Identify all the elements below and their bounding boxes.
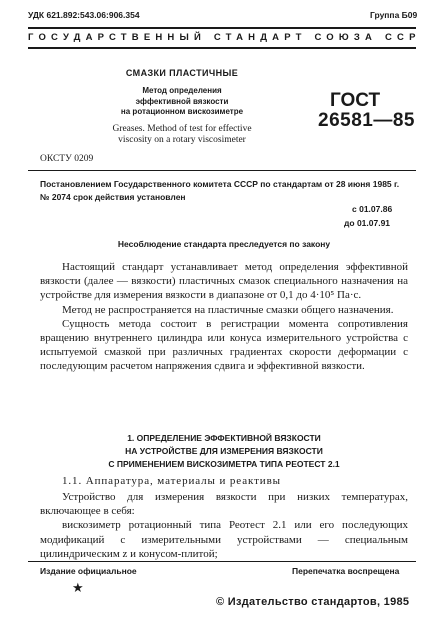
reprint-prohibited: Перепечатка воспрещена	[292, 566, 400, 576]
english-title-2: viscosity on a rotary viscosimeter	[118, 134, 246, 145]
gost-label: ГОСТ	[330, 90, 381, 111]
section-heading-line-2: НА УСТРОЙСТВЕ ДЛЯ ИЗМЕРЕНИЯ ВЯЗКОСТИ	[125, 446, 323, 456]
title-block	[72, 68, 292, 146]
okstu-code: ОКСТУ 0209	[40, 154, 94, 164]
paragraph: вискозиметр ротационный типа Реотест 2.1 или его последующих модификаций с измерительными устройствами — специальным цилиндрическим z и конусом-плитой;	[40, 519, 408, 560]
official-edition: Издание официальное	[40, 566, 137, 576]
okstu-rule	[28, 170, 416, 171]
section-heading-line-1: 1. ОПРЕДЕЛЕНИЕ ЭФФЕКТИВНОЙ ВЯЗКОСТИ	[127, 433, 321, 443]
body-text-2	[40, 490, 408, 561]
star-icon: ★	[72, 580, 84, 595]
paragraph: Метод не распространяется на пластичные смазки общего назначения.	[62, 303, 394, 316]
date-to: до 01.07.91	[344, 218, 391, 228]
body-text	[40, 260, 408, 374]
state-standard-banner: ГОСУДАРСТВЕННЫЙ СТАНДАРТ СОЮЗА ССР	[28, 32, 421, 43]
gost-number: 26581—85	[318, 110, 415, 131]
section-heading	[40, 432, 408, 471]
paragraph: Настоящий стандарт устанавливает метод определения эффективной вязкости (далее — вязкости) пластичных смазок специального назначения на устройстве для измерения вязкости в диапазоне от 0,1 до 4·10⁵ Па·с.	[40, 261, 408, 302]
doc-subtitle-2: эффективной вязкости	[135, 96, 229, 106]
paragraph: Сущность метода состоит в регистрации момента сопротивления вращению внутреннего цилиндра или конуса измерительного устройства с испытуемой смазкой при различных градиентах скорости деформации с последующим расчетом напряжения сдвига и эффективной вязкости.	[40, 317, 408, 373]
subsection-heading: 1.1. Аппаратура, материалы и реактивы	[62, 475, 281, 487]
date-from: с 01.07.86	[352, 204, 393, 214]
footer-rule	[28, 561, 416, 562]
legal-warning: Несоблюдение стандарта преследуется по закону	[117, 239, 331, 249]
doc-title: СМАЗКИ ПЛАСТИЧНЫЕ	[125, 68, 239, 78]
copyright: © Издательство стандартов, 1985	[216, 596, 410, 608]
decree-text: Постановлением Государственного комитета СССР по стандартам от 28 июня 1985 г. № 2074 срок действия установлен	[40, 179, 400, 202]
top-rule	[28, 27, 416, 29]
english-title-1: Greases. Method of test for effective	[112, 123, 252, 134]
udk-code: УДК 621.892:543.06:906.354	[28, 10, 140, 20]
doc-subtitle-1: Метод определения	[142, 86, 222, 95]
doc-subtitle-3: на ротационном вискозиметре	[120, 107, 244, 116]
banner-rule	[28, 47, 416, 49]
group-code: Группа Б09	[370, 10, 418, 20]
paragraph: Устройство для измерения вязкости при низких температурах, включающее в себя:	[40, 491, 408, 518]
section-heading-line-3: С ПРИМЕНЕНИЕМ ВИСКОЗИМЕТРА ТИПА РЕОТЕСТ 2.1	[108, 459, 340, 469]
